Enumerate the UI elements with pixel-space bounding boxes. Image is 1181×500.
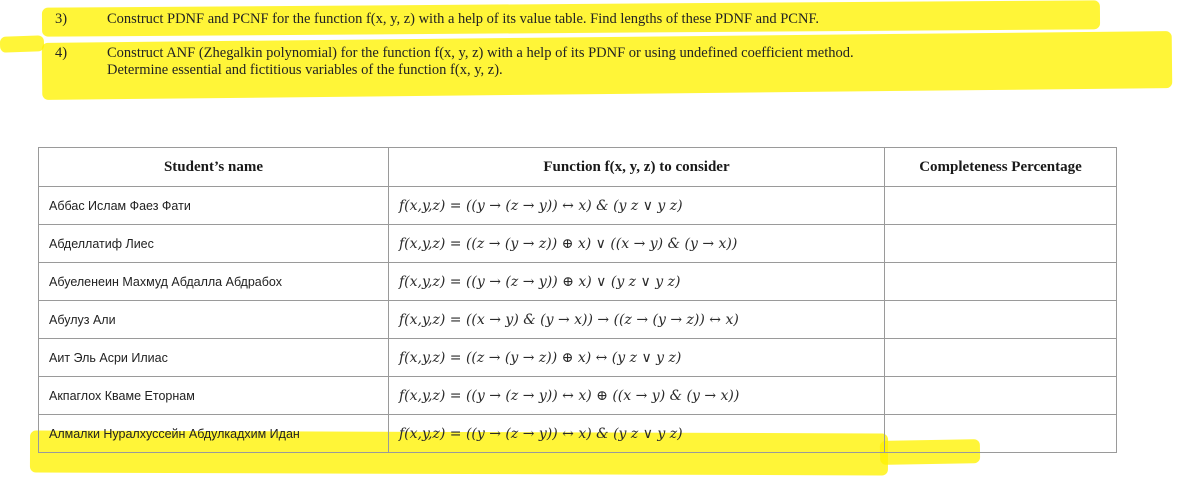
student-name: Абуеленеин Махмуд Абдалла Абдрабох xyxy=(39,263,389,301)
table-row xyxy=(39,225,1117,263)
header-function: Function f(x, y, z) to consider xyxy=(389,148,885,187)
student-name: Абделлатиф Лиес xyxy=(39,225,389,263)
function-formula: f(x,y,z) = ((y → (z → y)) ↔ x) ⊕ ((x → y) & (y → x)) xyxy=(389,377,885,415)
task-4-text-line2: Determine essential and fictitious variables of the function f(x, y, z). xyxy=(107,62,503,78)
student-name: Аит Эль Асри Илиас xyxy=(39,339,389,377)
table-row xyxy=(39,415,1117,453)
table-row xyxy=(39,187,1117,225)
function-formula: f(x,y,z) = ((y → (z → y)) ⊕ x) ∨ (y z ∨ y z) xyxy=(389,263,885,301)
function-formula: f(x,y,z) = ((y → (z → y)) ↔ x) & (y z ∨ y z) xyxy=(389,415,885,453)
student-name: Аббас Ислам Фаез Фати xyxy=(39,187,389,225)
table-row xyxy=(39,263,1117,301)
completeness-cell[interactable] xyxy=(885,301,1117,339)
function-formula: f(x,y,z) = ((z → (y → z)) ⊕ x) ∨ ((x → y) & (y → x)) xyxy=(389,225,885,263)
function-formula: f(x,y,z) = ((x → y) & (y → x)) → ((z → (y → z)) ↔ x) xyxy=(389,301,885,339)
task-3-text: Construct PDNF and PCNF for the function f(x, y, z) with a help of its value table. Find lengths of these PDNF and PCNF. xyxy=(107,11,819,27)
table-row xyxy=(39,301,1117,339)
header-student-name: Student’s name xyxy=(39,148,389,187)
task-3-number: 3) xyxy=(55,11,68,27)
assignment-table xyxy=(38,147,1117,453)
completeness-cell[interactable] xyxy=(885,415,1117,453)
task-4-number: 4) xyxy=(55,45,68,61)
student-name: Акпаглох Кваме Еторнам xyxy=(39,377,389,415)
completeness-cell[interactable] xyxy=(885,339,1117,377)
table-header-row xyxy=(39,148,1117,187)
function-formula: f(x,y,z) = ((z → (y → z)) ⊕ x) ↔ (y z ∨ y z) xyxy=(389,339,885,377)
highlight-left-mark xyxy=(0,35,44,53)
completeness-cell[interactable] xyxy=(885,225,1117,263)
student-name: Абулуз Али xyxy=(39,301,389,339)
table-row xyxy=(39,377,1117,415)
student-name: Алмалки Нуралхуссейн Абдулкадхим Идан xyxy=(39,415,389,453)
function-formula: f(x,y,z) = ((y → (z → y)) ↔ x) & (y z ∨ y z) xyxy=(389,187,885,225)
task-4-text-line1: Construct ANF (Zhegalkin polynomial) for the function f(x, y, z) with a help of its PDNF or using undefined coefficient method. xyxy=(107,45,854,61)
table-row xyxy=(39,339,1117,377)
header-completeness: Completeness Percentage xyxy=(885,148,1117,187)
completeness-cell[interactable] xyxy=(885,263,1117,301)
completeness-cell[interactable] xyxy=(885,377,1117,415)
completeness-cell[interactable] xyxy=(885,187,1117,225)
